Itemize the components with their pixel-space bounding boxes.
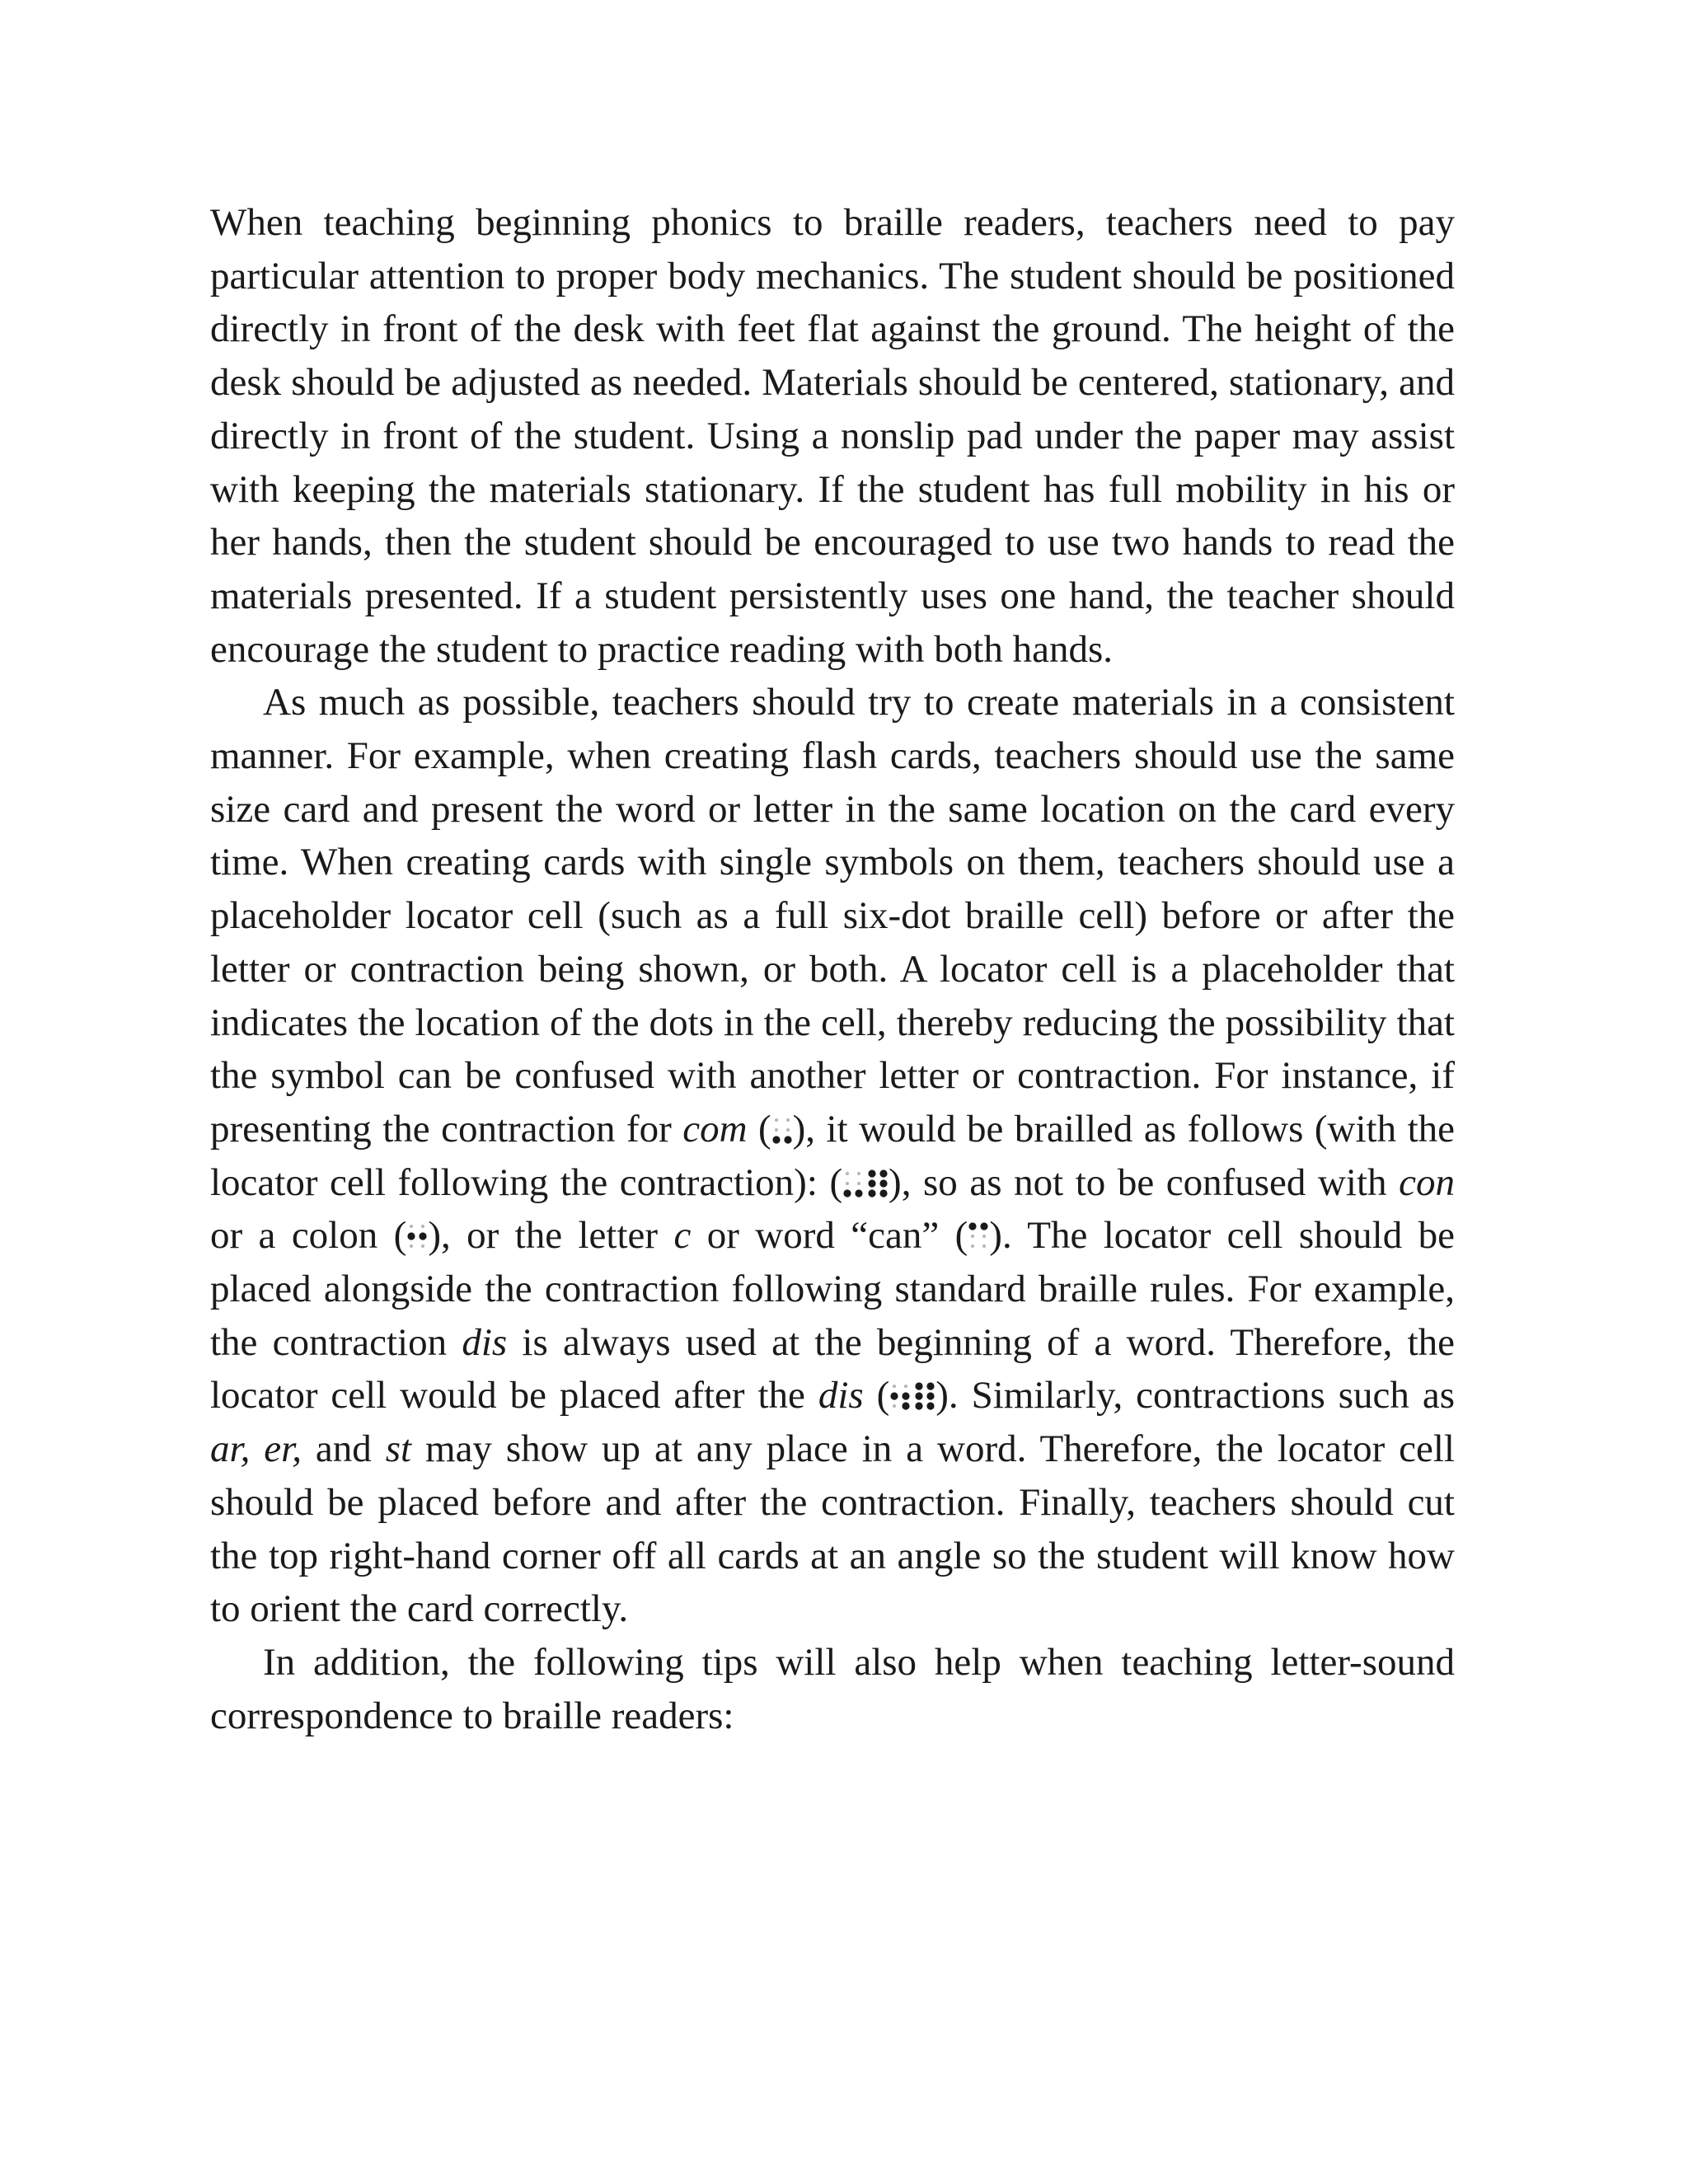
braille-cell-graphic <box>406 1221 428 1251</box>
braille-dot-raised <box>420 1233 427 1240</box>
braille-dot-raised <box>927 1393 935 1400</box>
braille-dot-flat <box>410 1244 413 1248</box>
term-com: com <box>682 1107 748 1151</box>
braille-dot-flat <box>857 1182 860 1185</box>
braille-dot-raised <box>903 1403 910 1410</box>
braille-dot-flat <box>857 1172 860 1175</box>
term-dis: dis <box>818 1374 864 1418</box>
braille-dot-flat <box>893 1385 896 1388</box>
term-c: c <box>673 1214 692 1258</box>
body-text <box>210 196 1455 1742</box>
term-dis: dis <box>462 1320 508 1364</box>
term-st: st <box>385 1427 412 1471</box>
braille-dot-raised <box>927 1383 935 1390</box>
braille-dot-raised <box>868 1169 875 1177</box>
braille-dot-raised <box>916 1393 923 1400</box>
braille-dot-flat <box>775 1118 778 1122</box>
text-run: or a colon ( <box>210 1214 407 1258</box>
paragraph-additional-tips: In addition, the following tips will also help when teaching letter-sound correspondence to braille readers: <box>210 1640 1455 1737</box>
braille-dot-flat <box>421 1225 424 1228</box>
braille-locator-cell <box>867 1169 889 1198</box>
braille-cell-graphic <box>889 1381 911 1411</box>
term-con: con <box>1399 1160 1455 1204</box>
braille-cell-graphic <box>914 1381 935 1411</box>
text-run: As much as possible, teachers should try to create materials in a consistent manner. For example, when creating flash cards, teachers should use the same size card and present the word or letter in the same location on the card every time. When creating cards with single symbols on them, teachers should use a placeholder locator cell (such as a full six-dot braille cell) before or after the letter or contraction being shown, or both. A locator cell is a placeholder that indicates the location of the dots in the cell, thereby reducing the possibility that the symbol can be confused with another letter or contraction. For instance, if presenting the contraction for <box>210 681 1455 1151</box>
braille-dot-flat <box>846 1172 849 1175</box>
braille-cell-com <box>771 1115 793 1145</box>
text-run: ), it would be brailled as follows (with the locator cell following the contraction): ( <box>210 1107 1455 1204</box>
paragraph-consistent-materials <box>210 676 1455 1636</box>
braille-dot-raised <box>969 1223 977 1230</box>
braille-dot-flat <box>971 1235 974 1238</box>
braille-dot-flat <box>410 1225 413 1228</box>
braille-cell-graphic <box>968 1221 989 1251</box>
braille-dot-flat <box>982 1244 986 1248</box>
braille-dot-raised <box>927 1403 935 1410</box>
braille-dot-raised <box>879 1169 887 1177</box>
braille-dot-raised <box>903 1393 910 1400</box>
term-ar-er: ar, er, <box>210 1427 302 1471</box>
braille-dot-raised <box>856 1189 863 1197</box>
text-run: ), so as not to be confused with <box>889 1160 1400 1204</box>
text-run: ), or the letter <box>428 1214 674 1258</box>
braille-cell-can <box>968 1221 989 1251</box>
braille-cell-colon <box>406 1221 428 1251</box>
braille-dot-raised <box>868 1179 875 1187</box>
text-run: ). Similarly, contractions such as <box>935 1374 1455 1418</box>
braille-dot-raised <box>916 1403 923 1410</box>
braille-cell-graphic <box>842 1169 864 1198</box>
braille-dot-flat <box>786 1128 790 1132</box>
braille-dot-raised <box>868 1189 875 1197</box>
text-run: ( <box>747 1107 771 1151</box>
braille-cell-graphic <box>771 1115 793 1145</box>
text-run: may show up at any place in a word. Therefore, the locator cell should be placed before and after the contraction. Finally, teachers should cut the top right-hand corner off all cards at an angle so the student will know how to orient the card correctly. <box>210 1427 1455 1631</box>
braille-dot-flat <box>893 1404 896 1408</box>
braille-dot-raised <box>891 1393 898 1400</box>
braille-dot-flat <box>421 1244 424 1248</box>
text-run: ( <box>863 1374 890 1418</box>
braille-dot-flat <box>982 1235 986 1238</box>
text-run: or word “can” ( <box>691 1214 968 1258</box>
braille-dot-raised <box>916 1383 923 1390</box>
braille-dot-raised <box>981 1223 988 1230</box>
braille-dot-flat <box>786 1118 790 1122</box>
braille-dot-raised <box>879 1179 887 1187</box>
braille-dot-raised <box>408 1233 415 1240</box>
braille-dot-raised <box>844 1189 851 1197</box>
braille-dot-raised <box>879 1189 887 1197</box>
braille-cell-dis <box>889 1381 911 1411</box>
text-run: ). The locator cell should be placed alongside the contraction following standard braille rules. For example, the contraction <box>210 1214 1455 1364</box>
braille-locator-cell <box>914 1381 935 1411</box>
braille-dot-raised <box>784 1136 791 1143</box>
braille-dot-flat <box>971 1244 974 1248</box>
braille-dot-flat <box>775 1128 778 1132</box>
braille-dot-flat <box>846 1182 849 1185</box>
braille-dot-raised <box>772 1136 780 1143</box>
braille-cell-com <box>842 1169 864 1198</box>
text-run: is always used at the beginning of a word. Therefore, the locator cell would be placed after the <box>210 1320 1456 1418</box>
braille-dot-flat <box>904 1385 907 1388</box>
braille-cell-graphic <box>867 1169 889 1198</box>
text-run: and <box>301 1427 386 1471</box>
paragraph-body-mechanics: When teaching beginning phonics to braille readers, teachers need to pay particular attention to proper body mechanics. The student should be positioned directly in front of the desk with feet flat against the ground. The height of the desk should be adjusted as needed. Materials should be centered, stationary, and directly in front of the student. Using a nonslip pad under the paper may assist with keeping the materials stationary. If the student has full mobility in his or her hands, then the student should be encouraged to use two hands to read the materials presented. If a student persistently uses one hand, the teacher should encourage the student to practice reading with both hands. <box>210 201 1455 671</box>
